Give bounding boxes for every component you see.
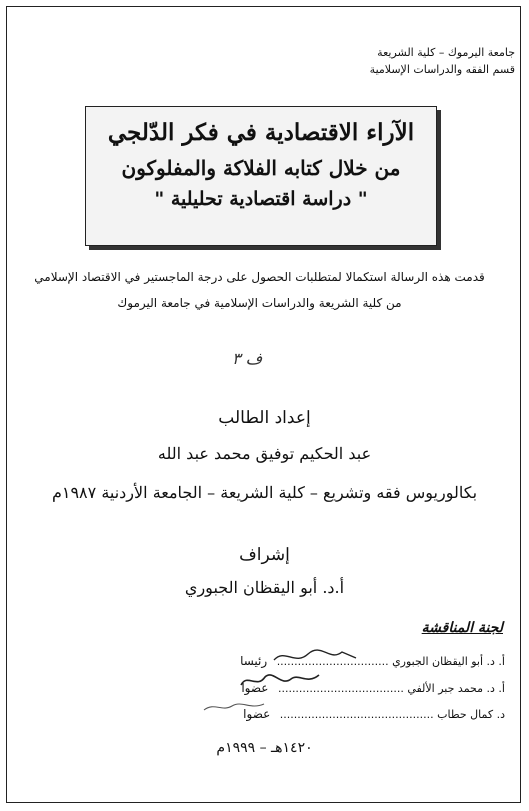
committee-member-3 xyxy=(243,707,505,721)
title-line-2: من خلال كتابه الفلاكة والمفلوكون xyxy=(121,156,401,180)
university-line-2: قسم الفقه والدراسات الإسلامية xyxy=(369,63,515,76)
committee-title: لجنة المناقشة xyxy=(421,620,503,636)
signature-3 xyxy=(200,698,270,716)
prepared-by-label: إعداد الطالب xyxy=(218,408,311,428)
degree-line: بكالوريوس فقه وتشريع – كلية الشريعة – الجامعة الأردنية ١٩٨٧م xyxy=(51,483,478,502)
member-role: عضوا xyxy=(241,681,269,695)
handwritten-note: ف ٣ xyxy=(232,349,263,368)
title-box xyxy=(85,106,437,246)
signature-1 xyxy=(270,646,360,668)
student-name: عبد الحكيم توفيق محمد عبد الله xyxy=(157,444,372,463)
title-line-1: الآراء الاقتصادية في فكر الدّلجي xyxy=(107,119,415,146)
thesis-statement: قدمت هذه الرسالة استكمالا لمتطلبات الحصول على درجة الماجستير في الاقتصاد الإسلامي من كلية الشريعة والدراسات الإسلامية في جامعة اليرموك xyxy=(34,270,485,310)
member-name: أ. د. محمد جبر الألفي .................................... xyxy=(277,682,505,695)
university-line-1: جامعة اليرموك – كلية الشريعة xyxy=(377,46,515,59)
member-role: رئيسا xyxy=(240,654,268,668)
signature-2 xyxy=(235,667,325,693)
member-role: عضوا xyxy=(243,707,271,721)
member-name: د. كمال حطاب ............................................ xyxy=(279,708,505,721)
title-line-3: " دراسة اقتصادية تحليلية " xyxy=(154,188,368,210)
supervisor-name: أ.د. أبو اليقظان الجبوري xyxy=(184,578,345,597)
date-line: ١٤٢٠هـ – ١٩٩٩م xyxy=(216,740,313,756)
member-name: أ. د. أبو اليقظان الجبوري ................................ xyxy=(276,655,505,668)
university-header xyxy=(370,44,515,78)
supervision-label: إشراف xyxy=(239,545,290,565)
